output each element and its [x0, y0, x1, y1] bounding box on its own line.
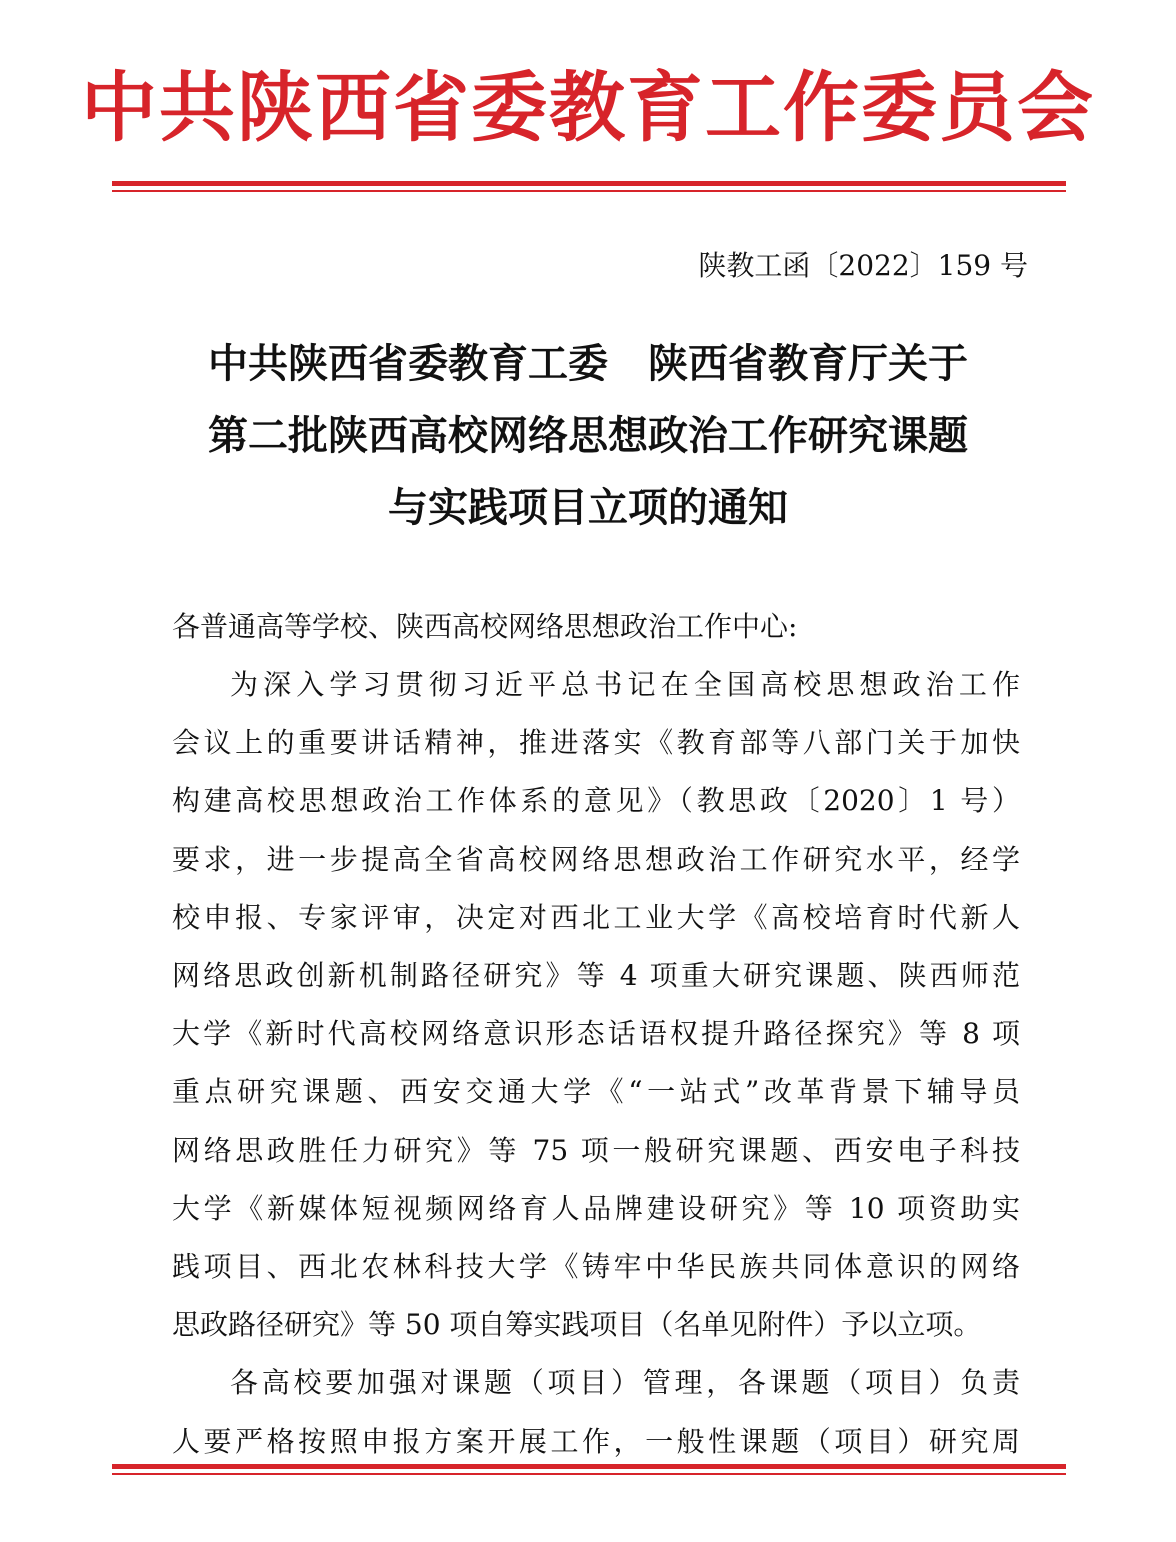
- footer-red-rule: [112, 1464, 1066, 1475]
- document-number: 陕教工函〔2022〕159 号: [698, 249, 1028, 282]
- rule-thin-line: [112, 1473, 1066, 1475]
- paragraph-line: 各高校要加强对课题（项目）管理，各课题（项目）负责: [230, 1366, 1020, 1400]
- paragraph-line: 为深入学习贯彻习近平总书记在全国高校思想政治工作: [230, 668, 1020, 701]
- paragraph-line: 重点研究课题、西安交通大学《“一站式”改革背景下辅导员: [172, 1075, 1020, 1109]
- title-line: 中共陕西省委教育工委 陕西省教育厅关于: [208, 340, 968, 387]
- paragraph-2: [172, 1354, 1020, 1470]
- salutation: 各普通高等学校、陕西高校网络思想政治工作中心:: [172, 610, 798, 643]
- document-title: [0, 328, 1176, 544]
- paragraph-1: [172, 656, 1020, 1354]
- paragraph-line: 网络思政胜任力研究》等 75 项一般研究课题、西安电子科技: [172, 1133, 1020, 1167]
- paragraph-line: 大学《新时代高校网络意识形态话语权提升路径探究》等 8 项: [172, 1017, 1020, 1051]
- masthead-title: 中共陕西省委教育工作委员会: [81, 63, 1095, 152]
- paragraph-line: 网络思政创新机制路径研究》等 4 项重大研究课题、陕西师范: [172, 959, 1020, 993]
- masthead-red-rule: [112, 181, 1066, 192]
- paragraph-line: 会议上的重要讲话精神，推进落实《教育部等八部门关于加快: [172, 726, 1020, 760]
- title-line: 与实践项目立项的通知: [388, 484, 788, 531]
- title-line: 第二批陕西高校网络思想政治工作研究课题: [208, 412, 968, 459]
- paragraph-line: 思政路径研究》等 50 项自筹实践项目（名单见附件）予以立项。: [172, 1308, 982, 1342]
- paragraph-line: 人要严格按照申报方案开展工作，一般性课题（项目）研究周: [172, 1424, 1020, 1458]
- document-body: [172, 598, 1020, 1471]
- paragraph-line: 大学《新媒体短视频网络育人品牌建设研究》等 10 项资助实: [172, 1191, 1020, 1225]
- paragraph-line: 构建高校思想政治工作体系的意见》（教思政〔2020〕1 号）: [172, 784, 1020, 818]
- rule-thin-line: [112, 190, 1066, 192]
- paragraph-line: 践项目、西北农林科技大学《铸牢中华民族共同体意识的网络: [172, 1250, 1020, 1284]
- paragraph-line: 要求，进一步提高全省高校网络思想政治工作研究水平，经学: [172, 842, 1020, 876]
- paragraph-line: 校申报、专家评审，决定对西北工业大学《高校培育时代新人: [172, 900, 1020, 934]
